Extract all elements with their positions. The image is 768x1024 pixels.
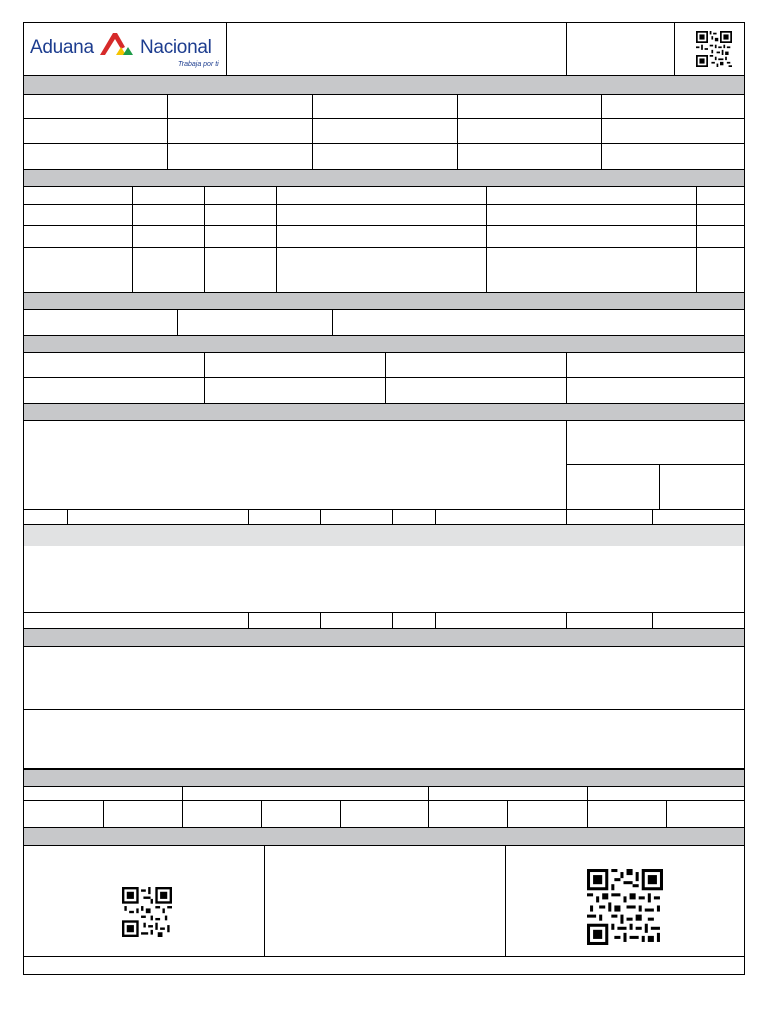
customs-declaration-form [23, 22, 745, 975]
col-divider [435, 509, 436, 524]
col-divider [248, 509, 249, 524]
header-divider [566, 23, 567, 75]
col-divider [566, 509, 567, 524]
row-divider [24, 709, 744, 710]
section-band-c [24, 292, 744, 310]
col-divider [666, 800, 667, 827]
col-divider [182, 787, 183, 800]
logo-cell [24, 23, 227, 75]
col-divider [392, 509, 393, 524]
col-divider [132, 187, 133, 292]
col-divider [332, 310, 333, 335]
col-divider [652, 612, 653, 628]
brand-name-left: Aduana [30, 37, 94, 58]
header-divider [674, 23, 675, 75]
footer-qr-code-left-icon [122, 887, 172, 937]
col-divider [385, 353, 386, 403]
col-divider [486, 187, 487, 292]
col-divider [312, 95, 313, 169]
section-band-i [24, 827, 744, 846]
section-band-a [24, 75, 744, 95]
section-band-f [24, 524, 744, 546]
col-divider [248, 612, 249, 628]
aduana-logo-icon [96, 29, 142, 59]
row-divider [24, 377, 744, 378]
col-divider [696, 187, 697, 292]
col-divider [340, 800, 341, 827]
section-band-b [24, 169, 744, 187]
col-divider [457, 95, 458, 169]
col-divider [182, 800, 183, 827]
col-divider [507, 800, 508, 827]
col-divider [566, 353, 567, 403]
col-divider [587, 787, 588, 800]
row-divider [24, 612, 744, 613]
header-qr-code-icon [696, 31, 732, 67]
col-divider [276, 187, 277, 292]
col-divider [505, 846, 506, 956]
row-divider [24, 956, 744, 957]
col-divider [103, 800, 104, 827]
col-divider [67, 509, 68, 524]
row-divider [566, 464, 744, 465]
col-divider [320, 509, 321, 524]
brand-name-right: Nacional [140, 37, 212, 58]
section-band-e [24, 403, 744, 421]
footer-qr-code-right-icon [587, 869, 663, 945]
col-divider [167, 95, 168, 169]
col-divider [601, 95, 602, 169]
brand-tagline: Trabaja por ti [178, 61, 219, 68]
col-divider [177, 310, 178, 335]
col-divider [566, 612, 567, 628]
row-divider [24, 800, 744, 801]
col-divider [320, 612, 321, 628]
col-divider [204, 353, 205, 403]
col-divider [428, 800, 429, 827]
section-band-g [24, 628, 744, 647]
col-divider [392, 612, 393, 628]
col-divider [435, 612, 436, 628]
section-band-h [24, 768, 744, 787]
row-divider [24, 118, 744, 119]
col-divider [587, 800, 588, 827]
col-divider [261, 800, 262, 827]
col-divider [566, 421, 567, 509]
section-band-d [24, 335, 744, 353]
col-divider [659, 464, 660, 509]
row-divider [24, 509, 744, 510]
col-divider [428, 787, 429, 800]
col-divider [264, 846, 265, 956]
col-divider [204, 187, 205, 292]
col-divider [652, 509, 653, 524]
row-divider [24, 143, 744, 144]
